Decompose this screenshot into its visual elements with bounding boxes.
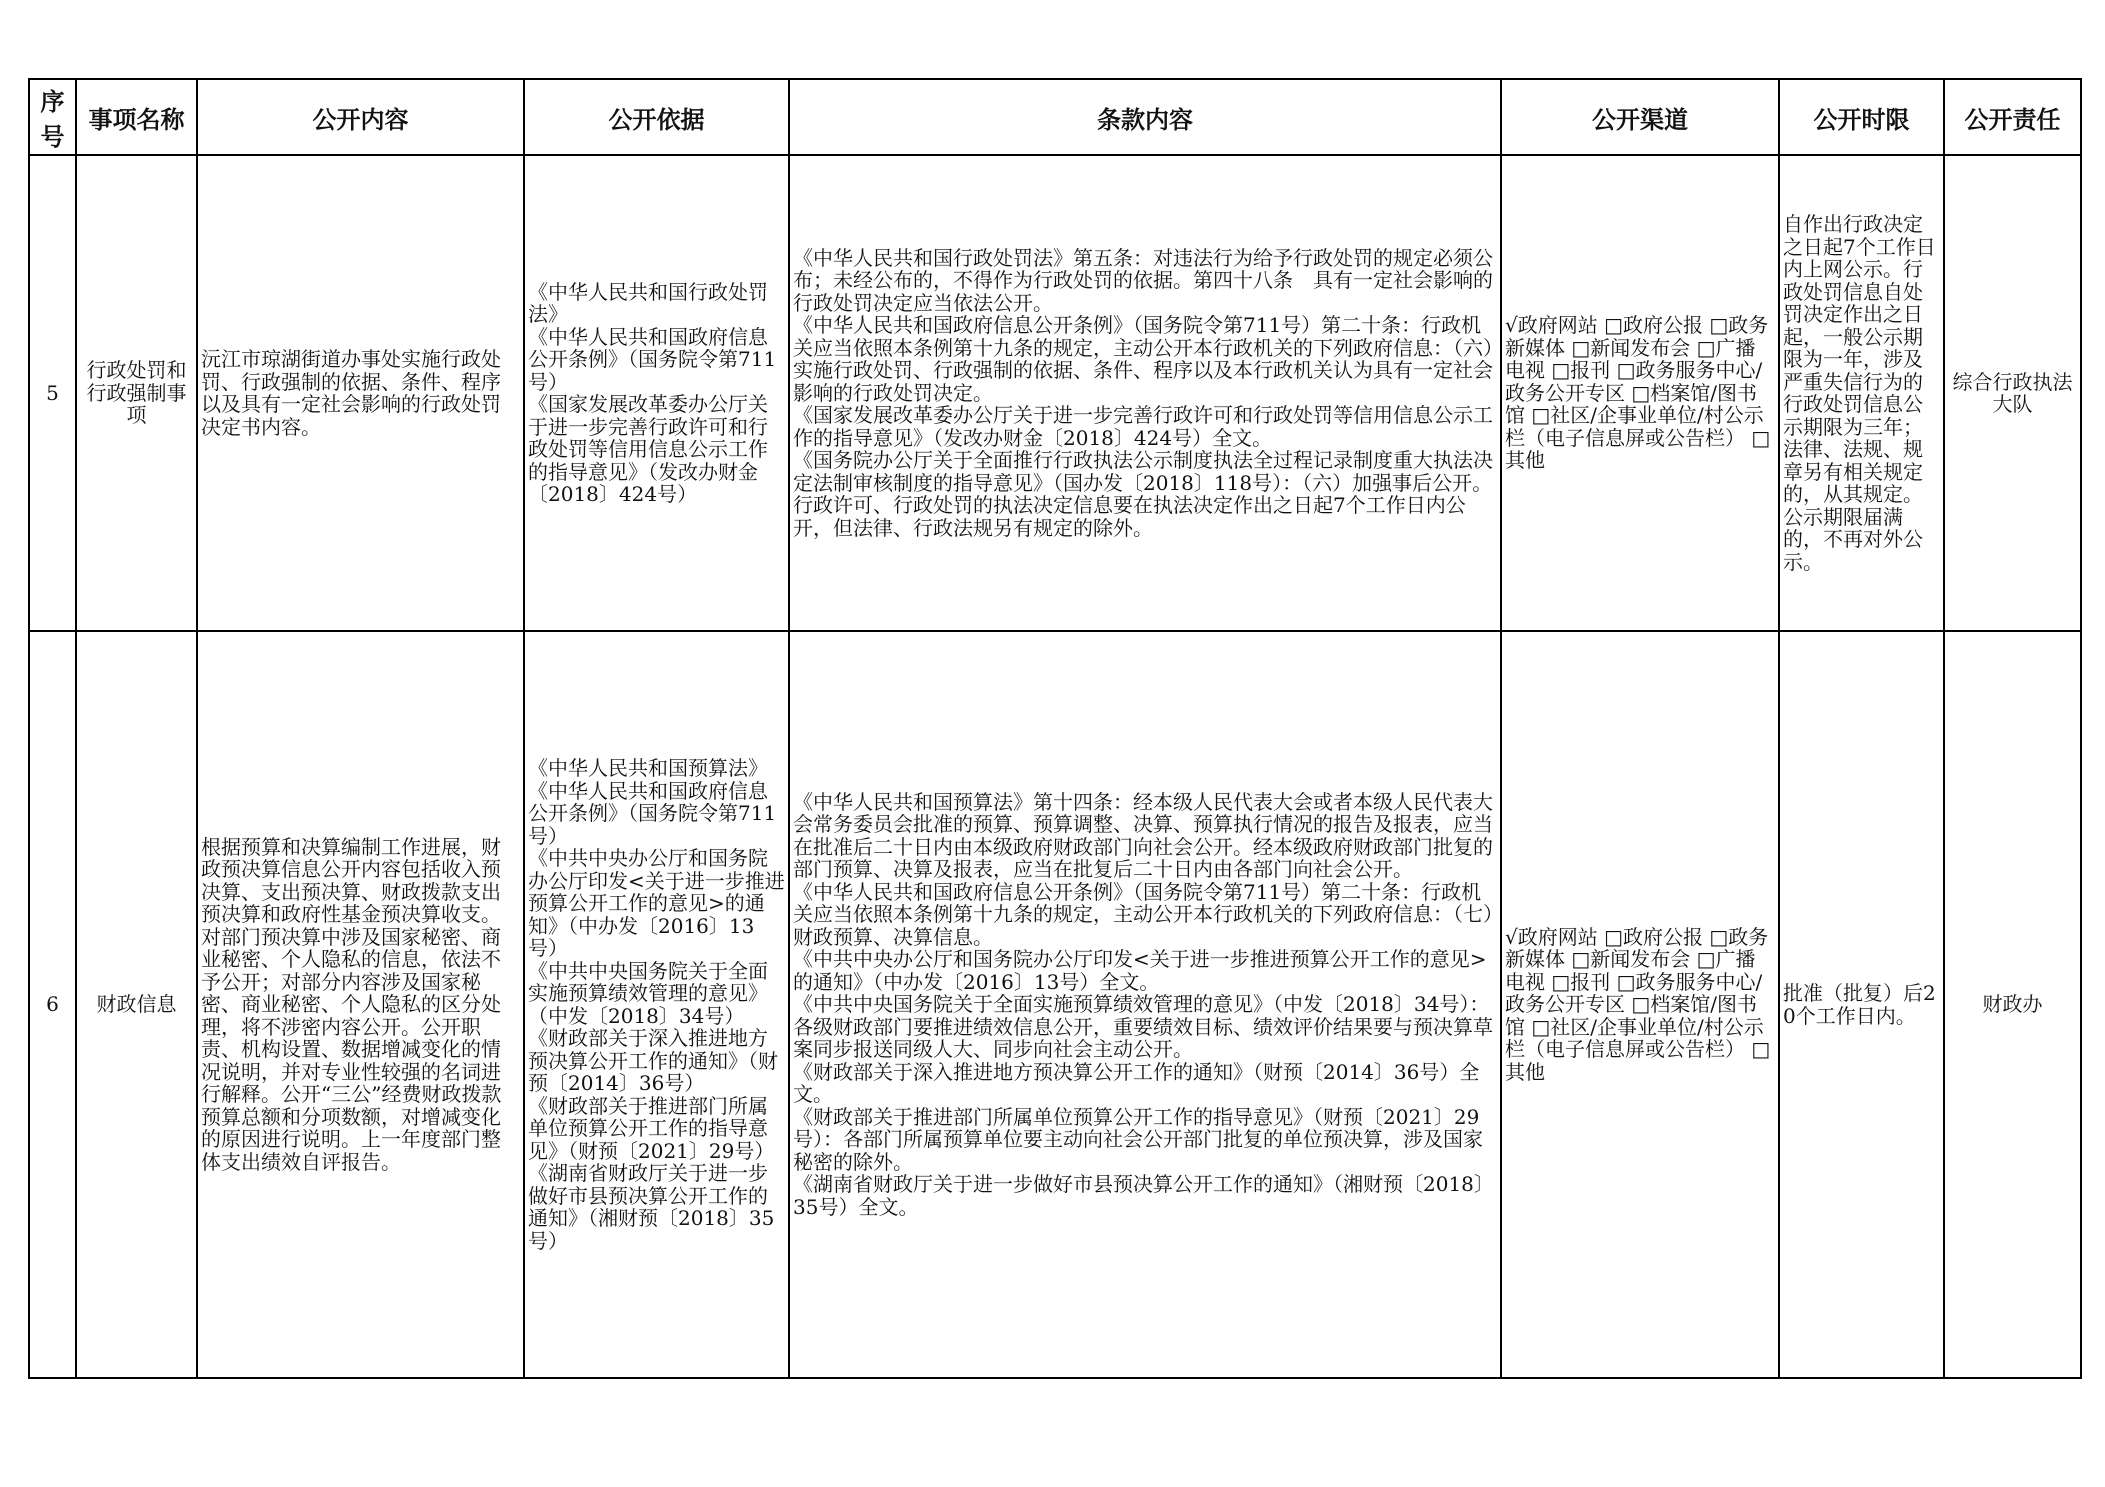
row-clauses: 《中华人民共和国预算法》第十四条：经本级人民代表大会或者本级人民代表大会常务委员会批准的预算、预算调整、决算、预算执行情况的报告及报表，应当在批准后二十日内由本级政府财政部门向社会公开。经本级政府财政部门批复的部门预算、决算及报表，应当在批复后二十日内由各部门向社会公开。 《中华人民共和国政府信息公开条例》（国务院令第711号）第二十条：行政机关应当依照本条例第十九条的规定，主动公开本行政机关的下列政府信息：（七）财政预算、决算信息。 《中共中央办公厅和国务院办公厅印发<关于进一步推进预算公开工作的意见>的通知》（中办发〔2016〕13号）全文。 《中共中央国务院关于全面实施预算绩效管理的意见》（中发〔2018〕34号）：各级财政部门要推进绩效信息公开，重要绩效目标、绩效评价结果要与预决算草案同步报送同级人大、同步向社会主动公开。 《财政部关于深入推进地方预决算公开工作的通知》（财预〔2014〕36号）全文。 《财政部关于推进部门所属单位预算公开工作的指导意见》（财预〔2021〕29号）：各部门所属预算单位要主动向社会公开部门批复的单位预决算，涉及国家秘密的除外。 《湖南省财政厅关于进一步做好市县预决算公开工作的通知》（湘财预〔2018〕35号）全文。 — [789, 631, 1501, 1378]
row-responsible: 财政办 — [1944, 631, 2081, 1378]
row-item-name: 行政处罚和行政强制事项 — [76, 155, 197, 631]
row-content: 沅江市琼湖街道办事处实施行政处罚、行政强制的依据、条件、程序以及具有一定社会影响的行政处罚决定书内容。 — [197, 155, 524, 631]
row-basis: 《中华人民共和国行政处罚法》 《中华人民共和国政府信息公开条例》（国务院令第711号） 《国家发展改革委办公厅关于进一步完善行政许可和行政处罚等信用信息公示工作的指导意见》（发改办财金〔2018〕424号） — [524, 155, 789, 631]
row-item-name: 财政信息 — [76, 631, 197, 1378]
row-time-limit: 批准（批复）后20个工作日内。 — [1779, 631, 1944, 1378]
disclosure-table — [28, 78, 2082, 1379]
row-responsible: 综合行政执法大队 — [1944, 155, 2081, 631]
header-responsible: 公开责任 — [1944, 79, 2081, 155]
row-channels: √政府网站 □政府公报 □政务新媒体 □新闻发布会 □广播电视 □报刊 □政务服务中心/政务公开专区 □档案馆/图书馆 □社区/企事业单位/村公示栏（电子信息屏或公告栏） □其他 — [1501, 631, 1779, 1378]
row-channels: √政府网站 □政府公报 □政务新媒体 □新闻发布会 □广播电视 □报刊 □政务服务中心/政务公开专区 □档案馆/图书馆 □社区/企事业单位/村公示栏（电子信息屏或公告栏） □其他 — [1501, 155, 1779, 631]
row-seq: 6 — [29, 631, 76, 1378]
row-content: 根据预算和决算编制工作进展，财政预决算信息公开内容包括收入预决算、支出预决算、财政拨款支出预决算和政府性基金预决算收支。对部门预决算中涉及国家秘密、商业秘密、个人隐私的信息，依法不予公开；对部分内容涉及国家秘密、商业秘密、个人隐私的区分处理，将不涉密内容公开。公开职责、机构设置、数据增减变化的情况说明，并对专业性较强的名词进行解释。公开“三公”经费财政拨款预算总额和分项数额，对增减变化的原因进行说明。上一年度部门整体支出绩效自评报告。 — [197, 631, 524, 1378]
row-basis: 《中华人民共和国预算法》 《中华人民共和国政府信息公开条例》（国务院令第711号） 《中共中央办公厅和国务院办公厅印发<关于进一步推进预算公开工作的意见>的通知》（中办发〔2016〕13号） 《中共中央国务院关于全面实施预算绩效管理的意见》（中发〔2018〕34号） 《财政部关于深入推进地方预决算公开工作的通知》（财预〔2014〕36号） 《财政部关于推进部门所属单位预算公开工作的指导意见》（财预〔2021〕29号） 《湖南省财政厅关于进一步做好市县预决算公开工作的通知》（湘财预〔2018〕35号） — [524, 631, 789, 1378]
header-item-name: 事项名称 — [76, 79, 197, 155]
header-row — [29, 79, 2081, 155]
row-seq: 5 — [29, 155, 76, 631]
table-row — [29, 155, 2081, 631]
table-row — [29, 631, 2081, 1378]
row-time-limit: 自作出行政决定之日起7个工作日内上网公示。行政处罚信息自处罚决定作出之日起，一般公示期限为一年，涉及严重失信行为的行政处罚信息公示期限为三年；法律、法规、规章另有相关规定的，从其规定。公示期限届满的，不再对外公示。 — [1779, 155, 1944, 631]
header-channels: 公开渠道 — [1501, 79, 1779, 155]
header-basis: 公开依据 — [524, 79, 789, 155]
header-time-limit: 公开时限 — [1779, 79, 1944, 155]
header-clauses: 条款内容 — [789, 79, 1501, 155]
row-clauses: 《中华人民共和国行政处罚法》第五条：对违法行为给予行政处罚的规定必须公布；未经公布的，不得作为行政处罚的依据。第四十八条 具有一定社会影响的行政处罚决定应当依法公开。 《中华人民共和国政府信息公开条例》（国务院令第711号）第二十条：行政机关应当依照本条例第十九条的规定，主动公开本行政机关的下列政府信息：（六）实施行政处罚、行政强制的依据、条件、程序以及本行政机关认为具有一定社会影响的行政处罚决定。 《国家发展改革委办公厅关于进一步完善行政许可和行政处罚等信用信息公示工作的指导意见》（发改办财金〔2018〕424号）全文。 《国务院办公厅关于全面推行行政执法公示制度执法全过程记录制度重大执法决定法制审核制度的指导意见》（国办发〔2018〕118号）：（六）加强事后公开。行政许可、行政处罚的执法决定信息要在执法决定作出之日起7个工作日内公开，但法律、行政法规另有规定的除外。 — [789, 155, 1501, 631]
header-content: 公开内容 — [197, 79, 524, 155]
header-seq: 序号 — [29, 79, 76, 155]
